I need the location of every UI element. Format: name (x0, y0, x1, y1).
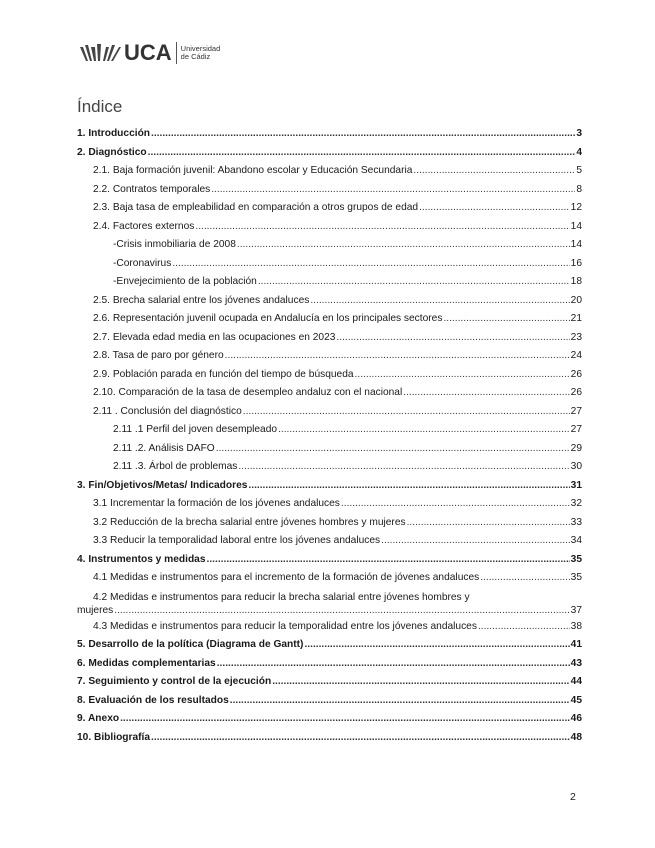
toc-page: 34 (570, 535, 582, 546)
toc-label: 2.2. Contratos temporales (93, 183, 211, 195)
toc-label: 7. Seguimiento y control de la ejecución (77, 676, 272, 687)
toc-label: 2.9. Población parada en función del tiempo de búsqueda (93, 368, 354, 380)
logo-wordmark: UCA (124, 40, 172, 65)
toc-label: 9. Anexo (77, 713, 120, 724)
toc-label: -Envejecimiento de la población (113, 276, 257, 287)
toc-page: 18 (570, 276, 582, 287)
logo-line-2: de Cádiz (180, 52, 211, 61)
toc-leader (407, 517, 570, 528)
toc-entry[interactable] (77, 443, 582, 462)
toc-leader (195, 221, 569, 232)
toc-entry[interactable] (77, 695, 582, 714)
toc-label: -Crisis inmobiliaria de 2008 (113, 239, 236, 250)
toc-leader (413, 165, 575, 176)
toc-entry[interactable] (77, 147, 582, 166)
toc-page: 31 (570, 479, 582, 491)
toc-page: 24 (570, 350, 582, 361)
toc-label: 4.2 Medidas e instrumentos para reducir la brecha salarial entre jóvenes hombres y (93, 591, 470, 603)
toc-leader (237, 239, 570, 250)
table-of-contents (77, 128, 582, 750)
toc-label: 6. Medidas complementarias (77, 657, 216, 669)
toc-leader (478, 621, 570, 632)
toc-page: 12 (570, 202, 582, 213)
toc-page: 20 (570, 294, 582, 306)
logo-university-name (181, 45, 221, 62)
toc-entry[interactable] (77, 350, 582, 369)
page-number: 2 (570, 791, 576, 803)
page-title: Índice (77, 97, 123, 116)
toc-entry[interactable] (77, 658, 582, 677)
toc-page: 35 (570, 572, 582, 583)
toc-label: 2.10. Comparación de la tasa de desempleo andaluz con el nacional (93, 387, 403, 398)
toc-label: 2.11 .2. Análisis DAFO (113, 442, 215, 454)
toc-entry[interactable] (77, 713, 582, 732)
toc-leader (148, 147, 576, 158)
toc-page: 43 (570, 657, 582, 669)
toc-leader (355, 369, 570, 380)
toc-page: 30 (570, 461, 582, 472)
toc-leader (381, 535, 570, 546)
toc-leader (172, 258, 569, 269)
toc-label: 5. Desarrollo de la política (Diagrama de Gantt) (77, 639, 304, 650)
toc-page: 14 (570, 220, 582, 232)
toc-entry[interactable] (77, 332, 582, 351)
toc-leader (217, 658, 570, 669)
toc-label: 2. Diagnóstico (77, 146, 147, 158)
toc-page: 32 (570, 498, 582, 509)
toc-entry[interactable] (77, 313, 582, 332)
toc-entry[interactable] (77, 461, 582, 480)
toc-entry[interactable] (77, 387, 582, 406)
toc-leader (304, 639, 569, 650)
toc-leader (272, 676, 569, 687)
toc-label: 3.2 Reducción de la brecha salarial entre jóvenes hombres y mujeres (93, 516, 406, 528)
toc-leader (310, 295, 569, 306)
toc-page: 29 (570, 442, 582, 454)
toc-entry[interactable] (77, 165, 582, 184)
toc-leader (278, 424, 570, 435)
toc-leader (419, 202, 570, 213)
toc-entry[interactable] (77, 406, 582, 425)
toc-page: 38 (570, 620, 582, 632)
toc-entry[interactable] (77, 221, 582, 240)
toc-leader (480, 572, 569, 583)
toc-label: 2.7. Elevada edad media en las ocupaciones en 2023 (93, 331, 336, 343)
toc-page: 16 (570, 257, 582, 269)
toc-entry[interactable] (77, 498, 582, 517)
toc-page: 37 (570, 604, 582, 616)
toc-entry[interactable] (77, 676, 582, 695)
toc-entry[interactable] (77, 202, 582, 221)
toc-label: 1. Introducción (77, 128, 151, 139)
toc-entry[interactable] (77, 258, 582, 277)
logo-line-1: Universidad (180, 43, 221, 53)
toc-label: 2.1. Baja formación juvenil: Abandono escolar y Educación Secundaria (93, 165, 413, 176)
toc-label: 3.1 Incrementar la formación de los jóvenes andaluces (93, 498, 340, 509)
toc-label: 4.1 Medidas e instrumentos para el incremento de la formación de jóvenes andaluces (93, 572, 480, 583)
toc-page: 4 (576, 146, 582, 158)
university-logo (78, 40, 220, 66)
toc-entry[interactable] (77, 239, 582, 258)
toc-entry[interactable] (77, 535, 582, 554)
toc-page: 35 (570, 553, 582, 565)
toc-page: 46 (570, 713, 582, 724)
toc-page: 3 (576, 128, 582, 139)
toc-leader (403, 387, 569, 398)
toc-leader (216, 443, 570, 454)
toc-entry[interactable] (77, 480, 582, 499)
toc-entry[interactable] (77, 591, 582, 621)
toc-leader (120, 713, 570, 724)
toc-entry[interactable] (77, 732, 582, 751)
toc-label: 2.5. Brecha salarial entre los jóvenes andaluces (93, 294, 310, 306)
toc-entry[interactable] (77, 639, 582, 658)
toc-leader (207, 554, 570, 565)
toc-label-continued: mujeres (77, 604, 114, 616)
toc-entry[interactable] (77, 572, 582, 591)
toc-leader (225, 350, 570, 361)
toc-leader (211, 184, 575, 195)
toc-label: 8. Evaluación de los resultados (77, 694, 229, 706)
toc-leader (230, 695, 570, 706)
toc-label: 2.6. Representación juvenil ocupada en Andalucía en los principales sectores (93, 313, 443, 324)
toc-leader (341, 498, 570, 509)
toc-page: 21 (570, 313, 582, 324)
toc-page: 48 (570, 731, 582, 743)
toc-entry[interactable] (77, 184, 582, 203)
toc-page: 26 (570, 387, 582, 398)
toc-entry[interactable] (77, 517, 582, 536)
toc-label: -Coronavirus (113, 257, 172, 269)
toc-page: 27 (570, 405, 582, 417)
toc-leader (443, 313, 569, 324)
toc-label: 2.8. Tasa de paro por género (93, 350, 224, 361)
toc-page: 27 (570, 424, 582, 435)
toc-entry[interactable] (77, 554, 582, 573)
toc-page: 45 (570, 694, 582, 706)
toc-entry[interactable] (77, 276, 582, 295)
toc-entry[interactable] (77, 621, 582, 640)
toc-page: 26 (570, 368, 582, 380)
toc-label: 2.4. Factores externos (93, 220, 195, 232)
toc-entry[interactable] (77, 295, 582, 314)
toc-leader (243, 406, 570, 417)
toc-page: 41 (570, 639, 582, 650)
toc-label: 2.3. Baja tasa de empleabilidad en comparación a otros grupos de edad (93, 202, 419, 213)
toc-entry[interactable] (77, 128, 582, 147)
toc-label: 2.11 . Conclusión del diagnóstico (93, 405, 242, 417)
toc-label: 4.3 Medidas e instrumentos para reducir la temporalidad entre los jóvenes andaluces (93, 620, 477, 632)
toc-label: 2.11 .3. Árbol de problemas (113, 461, 238, 472)
toc-leader (151, 732, 570, 743)
toc-page: 23 (570, 331, 582, 343)
toc-page: 14 (570, 239, 582, 250)
toc-label: 3.3 Reducir la temporalidad laboral entre los jóvenes andaluces (93, 535, 381, 546)
toc-entry[interactable] (77, 424, 582, 443)
toc-label: 2.11 .1 Perfil del joven desempleado (113, 424, 278, 435)
logo-divider (176, 42, 177, 64)
toc-label: 10. Bibliografía (77, 731, 151, 743)
toc-leader (238, 461, 569, 472)
toc-leader (258, 276, 570, 287)
toc-entry[interactable] (77, 369, 582, 388)
toc-label: 3. Fin/Objetivos/Metas/ Indicadores (77, 479, 248, 491)
toc-label: 4. Instrumentos y medidas (77, 553, 206, 565)
uca-emblem-icon (78, 41, 122, 65)
toc-page: 33 (570, 516, 582, 528)
toc-leader (336, 332, 569, 343)
toc-page: 5 (576, 165, 582, 176)
toc-leader (114, 605, 569, 616)
toc-leader (151, 128, 575, 139)
toc-leader (248, 480, 569, 491)
toc-page: 44 (570, 676, 582, 687)
toc-page: 8 (576, 183, 582, 195)
